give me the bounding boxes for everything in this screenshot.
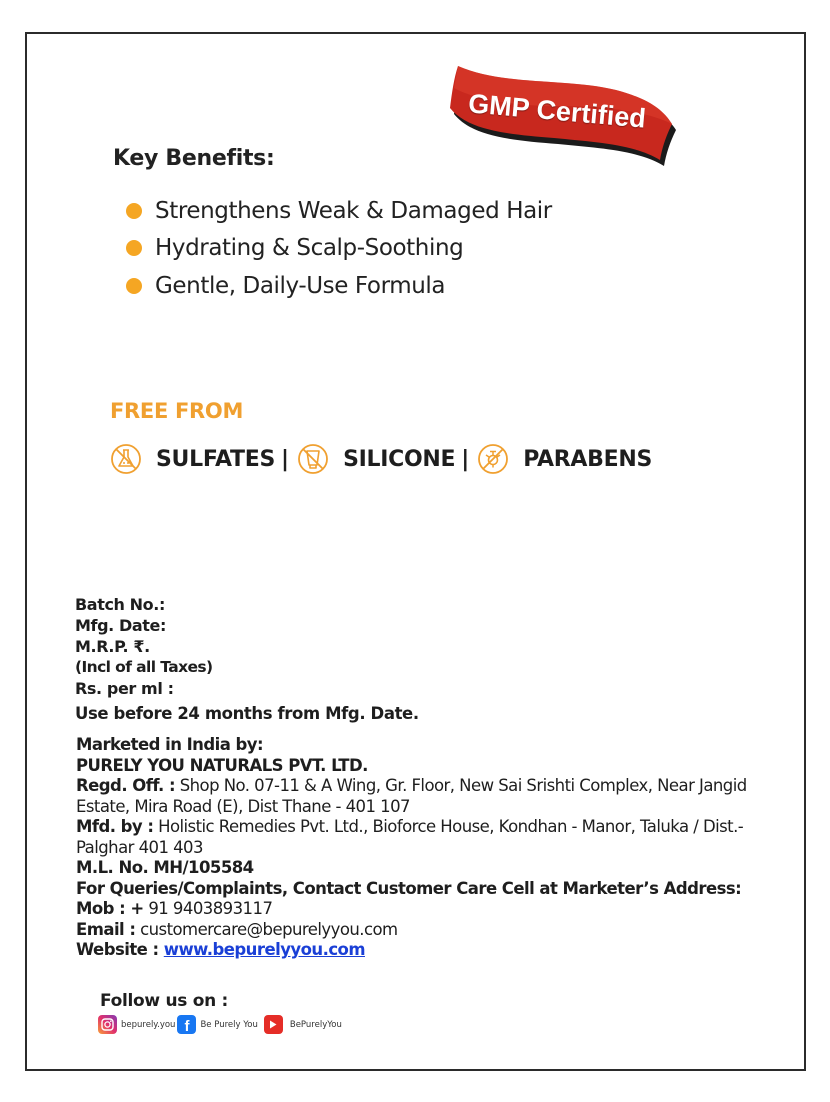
tax-note: (Incl of all Taxes) <box>75 658 213 676</box>
follow-us-title: Follow us on : <box>100 991 228 1011</box>
benefit-item <box>126 230 552 268</box>
email-label: Email : <box>76 919 136 939</box>
regd-label: Regd. Off. : <box>76 776 176 795</box>
separator: | <box>281 446 290 472</box>
marketed-label: Marketed in India by: <box>76 735 264 754</box>
key-benefits-title: Key Benefits: <box>113 146 275 171</box>
benefit-text: Hydrating & Scalp-Soothing <box>155 235 464 262</box>
bullet-dot-icon <box>126 278 142 294</box>
mfd-label: Mfd. by : <box>76 817 154 836</box>
no-sulfates-flask-icon <box>110 443 142 475</box>
benefit-item <box>126 192 552 230</box>
marketer-details <box>76 735 776 961</box>
key-benefits-list <box>126 192 552 305</box>
gmp-certified-badge <box>448 62 680 170</box>
queries-note: For Queries/Complaints, Contact Customer Care Cell at Marketer’s Address: <box>76 878 742 898</box>
company-name: PURELY YOU NATURALS PVT. LTD. <box>76 755 368 775</box>
no-parabens-molecule-icon <box>477 443 509 475</box>
separator: | <box>461 446 470 472</box>
benefit-text: Strengthens Weak & Damaged Hair <box>155 197 552 224</box>
free-from-silicone: SILICONE <box>343 446 456 472</box>
mob-label: Mob : + <box>76 899 144 918</box>
website <box>76 940 776 961</box>
instagram-handle[interactable]: bepurely.you <box>121 1019 176 1030</box>
mob-value: 91 9403893117 <box>143 899 273 918</box>
email <box>76 920 776 941</box>
batch-no: Batch No.: <box>75 595 165 614</box>
registered-office <box>76 776 776 817</box>
free-from-list <box>110 443 652 475</box>
instagram-icon[interactable] <box>98 1015 117 1034</box>
mfg-date: Mfg. Date: <box>75 616 166 635</box>
youtube-icon[interactable] <box>264 1015 283 1034</box>
gmp-badge-text: GMP Certified <box>467 88 648 134</box>
free-from-parabens: PARABENS <box>523 446 653 472</box>
benefit-item <box>126 267 552 305</box>
website-link[interactable]: www.bepurelyyou.com <box>163 940 365 959</box>
youtube-handle[interactable]: BePurelyYou <box>289 1019 342 1030</box>
mfd-address: Holistic Remedies Pvt. Ltd., Bioforce House, Kondhan - Manor, Taluka / Dist.- Palghar 401 403 <box>76 817 744 857</box>
bullet-dot-icon <box>126 203 142 219</box>
regd-address: Shop No. 07-11 & A Wing, Gr. Floor, New Sai Srishti Complex, Near Jangid Estate, Mira Road (E), Dist Thane - 401 107 <box>76 776 747 816</box>
benefit-text: Gentle, Daily-Use Formula <box>155 272 446 299</box>
ml-number: M.L. No. MH/105584 <box>76 858 254 877</box>
social-links <box>98 1015 344 1034</box>
facebook-handle[interactable]: Be Purely You <box>200 1019 258 1030</box>
bullet-dot-icon <box>126 240 142 256</box>
mrp: M.R.P. ₹. <box>75 637 150 656</box>
use-before: Use before 24 months from Mfg. Date. <box>75 704 419 723</box>
free-from-sulfates: SULFATES <box>156 446 276 472</box>
mobile <box>76 899 776 920</box>
email-value: customercare@bepurelyyou.com <box>135 919 398 939</box>
manufacturer <box>76 817 776 858</box>
product-info <box>75 594 419 724</box>
facebook-icon[interactable]: f <box>177 1015 196 1034</box>
no-silicone-tube-icon <box>297 443 329 475</box>
rs-per-ml: Rs. per ml : <box>75 679 174 698</box>
free-from-title: FREE FROM <box>110 399 244 423</box>
website-label: Website : <box>76 940 164 959</box>
